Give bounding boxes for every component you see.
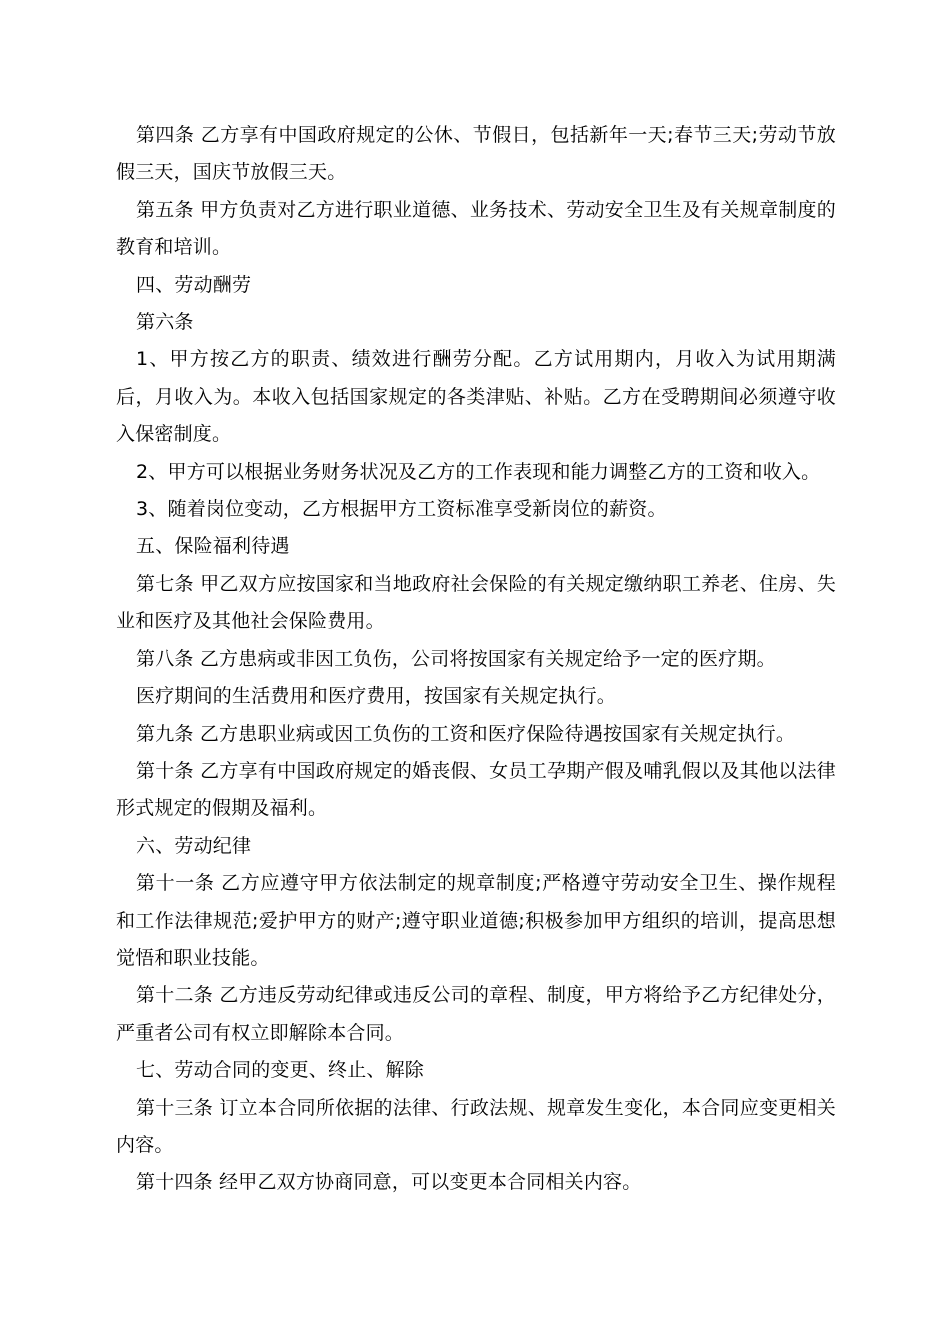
- section-heading-contract-changes: 七、劳动合同的变更、终止、解除: [136, 1059, 425, 1082]
- article-10-paragraph: 第十条 乙方享有中国政府规定的婚丧假、女员工孕期产假及哺乳假以及其他以法律形式规定的假期及福利。: [116, 759, 836, 820]
- article-6-heading: 第六条: [136, 311, 194, 334]
- article-7-paragraph: 第七条 甲乙双方应按国家和当地政府社会保险的有关规定缴纳职工养老、住房、失业和医疗及其他社会保险费用。: [116, 572, 836, 633]
- document-body: [116, 117, 836, 1202]
- section-heading-labor-discipline: 六、劳动纪律: [136, 834, 252, 857]
- article-13-paragraph: 第十三条 订立本合同所依据的法律、行政法规、规章发生变化，本合同应变更相关内容。: [116, 1096, 836, 1156]
- article-12-paragraph: 第十二条 乙方违反劳动纪律或违反公司的章程、制度，甲方将给予乙方纪律处分，严重者公司有权立即解除本合同。: [116, 984, 836, 1044]
- section-heading-insurance-welfare: 五、保险福利待遇: [136, 535, 290, 558]
- article-6-item-2: 2、甲方可以根据业务财务状况及乙方的工作表现和能力调整乙方的工资和收入。: [136, 460, 821, 483]
- article-8-paragraph: 第八条 乙方患病或非因工负伤，公司将按国家有关规定给予一定的医疗期。: [136, 647, 776, 670]
- medical-period-paragraph: 医疗期间的生活费用和医疗费用，按国家有关规定执行。: [136, 685, 617, 708]
- article-11-paragraph: 第十一条 乙方应遵守甲方依法制定的规章制度;严格遵守劳动安全卫生、操作规程和工作法律规范;爱护甲方的财产;遵守职业道德;积极参加甲方组织的培训，提高思想觉悟和职业技能。: [116, 872, 836, 969]
- article-6-item-3: 3、随着岗位变动，乙方根据甲方工资标准享受新岗位的薪资。: [136, 498, 667, 521]
- article-5-paragraph: 第五条 甲方负责对乙方进行职业道德、业务技术、劳动安全卫生及有关规章制度的教育和培训。: [116, 198, 836, 259]
- article-4-paragraph: 第四条 乙方享有中国政府规定的公休、节假日，包括新年一天;春节三天;劳动节放假三天，国庆节放假三天。: [116, 124, 836, 184]
- article-6-item-1: 1、甲方按乙方的职责、绩效进行酬劳分配。乙方试用期内，月收入为试用期满后，月收入为。本收入包括国家规定的各类津贴、补贴。乙方在受聘期间必须遵守收入保密制度。: [116, 348, 836, 446]
- section-heading-remuneration: 四、劳动酬劳: [136, 273, 252, 296]
- article-14-paragraph: 第十四条 经甲乙双方协商同意，可以变更本合同相关内容。: [136, 1171, 642, 1194]
- article-9-paragraph: 第九条 乙方患职业病或因工负伤的工资和医疗保险待遇按国家有关规定执行。: [136, 722, 796, 745]
